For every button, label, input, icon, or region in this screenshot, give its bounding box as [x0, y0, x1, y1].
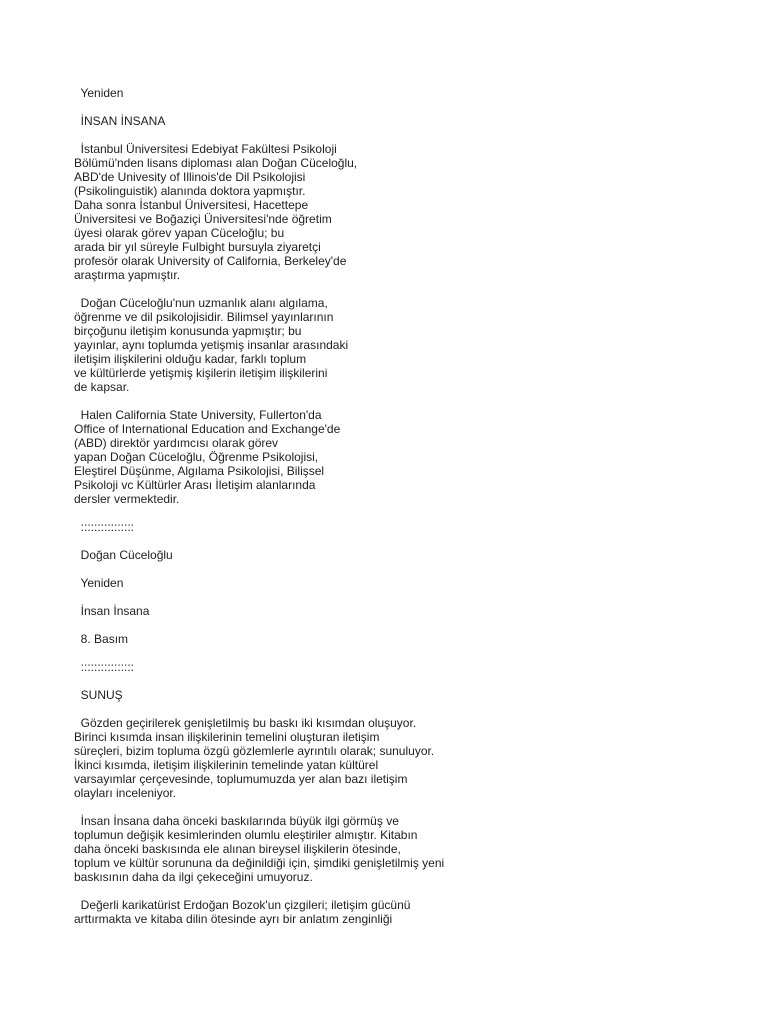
- paragraph: [74, 408, 754, 506]
- text-line: araştırma yapmıştır.: [74, 268, 181, 282]
- paragraph: [74, 688, 754, 702]
- text-line: (Psikolinguistik) alanında doktora yapmıştır.: [74, 184, 306, 198]
- paragraph: [74, 142, 754, 282]
- text-line: yayınlar, aynı toplumda yetişmiş insanlar arasındaki: [74, 338, 349, 352]
- text-line: Doğan Cüceloğlu'nun uzmanlık alanı algılama,: [74, 296, 328, 310]
- paragraph: [74, 898, 754, 926]
- text-line: Daha sonra İstanbul Üniversitesi, Hacettepe: [74, 198, 309, 212]
- text-line: Bölümü'nden lisans diploması alan Doğan Cüceloğlu,: [74, 156, 358, 170]
- text-line: profesör olarak University of California, Berkeley'de: [74, 254, 347, 268]
- text-line: baskısının daha da ilgi çekeceğini umuyoruz.: [74, 870, 313, 884]
- text-line: varsayımlar çerçevesinde, toplumumuzda yer alan bazı iletişim: [74, 772, 408, 786]
- text-line: süreçleri, bizim topluma özgü gözlemlerle ayrıntılı olarak; sunuluyor.: [74, 744, 435, 758]
- text-line: ABD'de Univesity of Illinois'de Dil Psikolojisi: [74, 170, 306, 184]
- text-line: Üniversitesi ve Boğaziçi Üniversitesi'nde öğretim: [74, 212, 332, 226]
- text-line: SUNUŞ: [74, 688, 123, 702]
- text-line: İnsan İnsana daha önceki baskılarında büyük ilgi görmüş ve: [74, 814, 399, 828]
- text-line: dersler vermektedir.: [74, 492, 180, 506]
- paragraph: [74, 716, 754, 800]
- paragraph: [74, 86, 754, 100]
- document-page: [74, 86, 754, 940]
- text-line: birçoğunu iletişim konusunda yapmıştır; bu: [74, 324, 302, 338]
- text-line: Yeniden: [74, 86, 124, 100]
- text-line: 8. Basım: [74, 632, 129, 646]
- text-line: toplum ve kültür sorununa da değinildiği için, şimdiki genişletilmiş yeni: [74, 856, 445, 870]
- text-line: yapan Doğan Cüceloğlu, Öğrenme Psikolojisi,: [74, 450, 319, 464]
- paragraph: [74, 604, 754, 618]
- text-line: Doğan Cüceloğlu: [74, 548, 173, 562]
- text-line: İNSAN İNSANA: [74, 114, 166, 128]
- text-line: olayları inceleniyor.: [74, 786, 177, 800]
- text-line: Psikoloji vc Kültürler Arası İletişim alanlarında: [74, 478, 316, 492]
- text-line: Halen California State University, Fullerton'da: [74, 408, 322, 422]
- text-line: Birinci kısımda insan ilişkilerinin temelini oluşturan iletişim: [74, 730, 380, 744]
- text-line: Eleştirel Düşünme, Algılama Psikolojisi, Bilişsel: [74, 464, 325, 478]
- paragraph: [74, 520, 754, 534]
- text-line: toplumun değişik kesimlerinden olumlu eleştiriler almıştır. Kitabın: [74, 828, 418, 842]
- paragraph: [74, 114, 754, 128]
- text-line: Gözden geçirilerek genişletilmiş bu baskı iki kısımdan oluşuyor.: [74, 716, 417, 730]
- text-line: Office of International Education and Exchange'de: [74, 422, 341, 436]
- text-line: İstanbul Üniversitesi Edebiyat Fakültesi Psikoloji: [74, 142, 337, 156]
- text-line: Değerli karikatürist Erdoğan Bozok'un çizgileri; iletişim gücünü: [74, 898, 411, 912]
- text-line: (ABD) direktör yardımcısı olarak görev: [74, 436, 279, 450]
- text-line: üyesi olarak görev yapan Cüceloğlu; bu: [74, 226, 285, 240]
- text-line: İnsan İnsana: [74, 604, 150, 618]
- text-line: ::::::::::::::::: [74, 660, 135, 674]
- paragraph: [74, 660, 754, 674]
- paragraph: [74, 632, 754, 646]
- text-line: ::::::::::::::::: [74, 520, 135, 534]
- text-line: arada bir yıl süreyle Fulbight bursuyla ziyaretçi: [74, 240, 321, 254]
- text-line: arttırmakta ve kitaba dilin ötesinde ayrı bir anlatım zenginliği: [74, 912, 393, 926]
- paragraph: [74, 548, 754, 562]
- text-line: daha önceki baskısında ele alınan bireysel ilişkilerin ötesinde,: [74, 842, 401, 856]
- text-line: ve kültürlerde yetişmiş kişilerin iletişim ilişkilerini: [74, 366, 328, 380]
- text-line: İkinci kısımda, iletişim ilişkilerinin temelinde yatan kültürel: [74, 758, 379, 772]
- text-line: Yeniden: [74, 576, 124, 590]
- paragraph: [74, 296, 754, 394]
- text-line: öğrenme ve dil psikolojisidir. Bilimsel yayınlarının: [74, 310, 334, 324]
- paragraph: [74, 576, 754, 590]
- text-line: de kapsar.: [74, 380, 130, 394]
- text-line: iletişim ilişkilerini olduğu kadar, farklı toplum: [74, 352, 307, 366]
- paragraph: [74, 814, 754, 884]
